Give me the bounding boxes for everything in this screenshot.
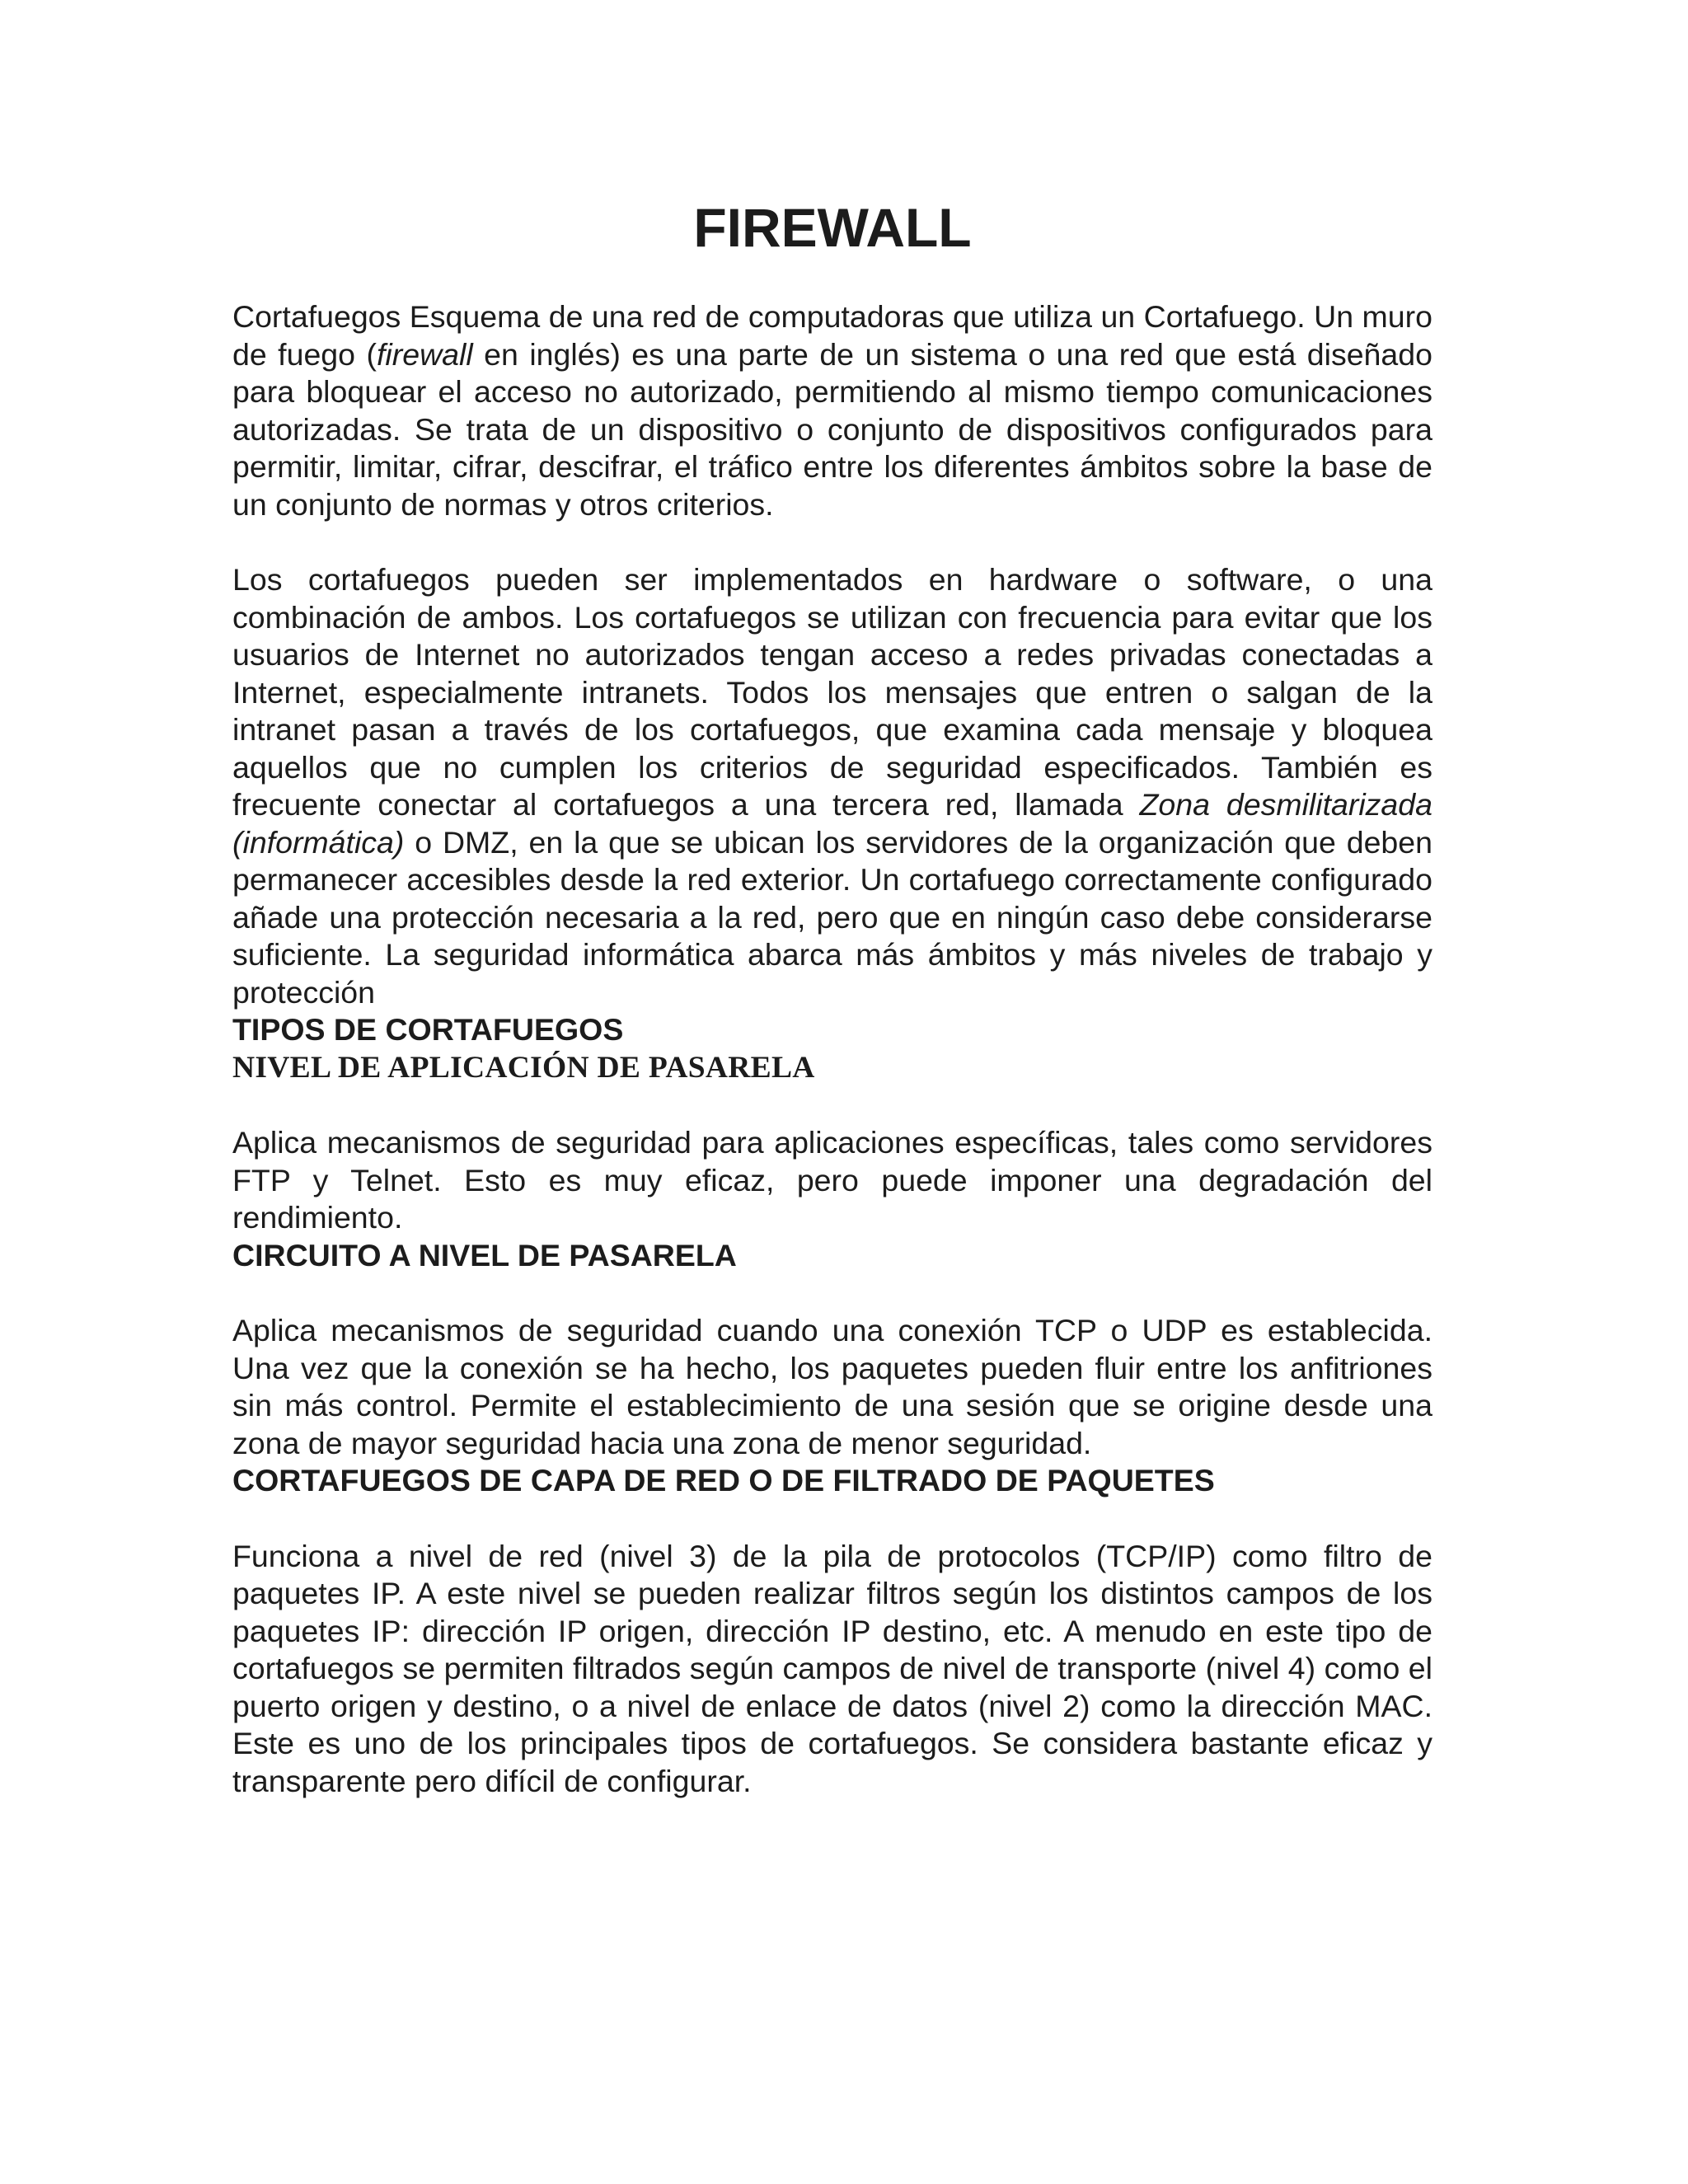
intro-p2-text-b: o DMZ, en la que se ubican los servidores de la organización que deben permanecer accesibles desde la red exterior. Un cortafuego correctamente configurado añade una protección necesaria a la red, pero que en ningún caso debe considerarse suficiente. La seguridad informática abarca más ámbitos y más niveles de trabajo y protección xyxy=(232,824,1432,1010)
intro-paragraph-2 xyxy=(232,561,1432,1011)
intro-p2-text-a: Los cortafuegos pueden ser implementados en hardware o software, o una combinación de ambos. Los cortafuegos se utilizan con frecuencia para evitar que los usuarios de Internet no autorizados tengan acceso a redes privadas conectadas a Internet, especialmente intranets. Todos los mensajes que entren o salgan de la intranet pasan a través de los cortafuegos, que examina cada mensaje y bloquea aquellos que no cumplen los criterios de seguridad especificados. También es frecuente conectar al cortafuegos a una tercera red, llamada xyxy=(232,562,1432,822)
intro-p1-italic-term: firewall xyxy=(376,336,473,372)
intro-p1-text-b: en inglés) es una parte de un sistema o una red que está diseñado para bloquear el acceso no autorizado, permitiendo al mismo tiempo comunicaciones autorizadas. Se trata de un dispositivo o conjunto de dispositivos configurados para permitir, limitar, cifrar, descifrar, el tráfico entre los diferentes ámbitos sobre la base de un conjunto de normas y otros criterios. xyxy=(232,336,1432,522)
types-heading: TIPOS DE CORTAFUEGOS xyxy=(232,1012,624,1047)
intro-p2-italic-link: Zona desmilitarizada (informática) xyxy=(232,787,1432,860)
app-gateway-paragraph: Aplica mecanismos de seguridad para aplicaciones específicas, tales como servidores FTP y Telnet. Esto es muy eficaz, pero puede imponer una degradación del rendimiento. xyxy=(232,1125,1432,1235)
document-page xyxy=(232,194,1432,1800)
circuit-heading: CIRCUITO A NIVEL DE PASARELA xyxy=(232,1237,737,1272)
network-heading: CORTAFUEGOS DE CAPA DE RED O DE FILTRADO DE PAQUETES xyxy=(232,1463,1215,1497)
network-paragraph: Funciona a nivel de red (nivel 3) de la pila de protocolos (TCP/IP) como filtro de paquetes IP. A este nivel se pueden realizar filtros según los distintos campos de los paquetes IP: dirección IP origen, dirección IP destino, etc. A menudo en este tipo de cortafuegos se permiten filtrados según campos de nivel de transporte (nivel 4) como el puerto origen y destino, o a nivel de enlace de datos (nivel 2) como la dirección MAC. Este es uno de los principales tipos de cortafuegos. Se considera bastante eficaz y transparente pero difícil de configurar. xyxy=(232,1538,1432,1798)
intro-p1-text-a: Cortafuegos Esquema de una red de computadoras que utiliza un Cortafuego. Un muro de fuego ( xyxy=(232,299,1432,372)
intro-paragraph-1 xyxy=(232,298,1432,523)
app-gateway-heading: NIVEL DE APLICACIÓN DE PASARELA xyxy=(232,1050,815,1085)
document-title: FIREWALL xyxy=(693,197,972,258)
circuit-paragraph: Aplica mecanismos de seguridad cuando una conexión TCP o UDP es establecida. Una vez que la conexión se ha hecho, los paquetes pueden fluir entre los anfitriones sin más control. Permite el establecimiento de una sesión que se origine desde una zona de mayor seguridad hacia una zona de menor seguridad. xyxy=(232,1313,1432,1460)
